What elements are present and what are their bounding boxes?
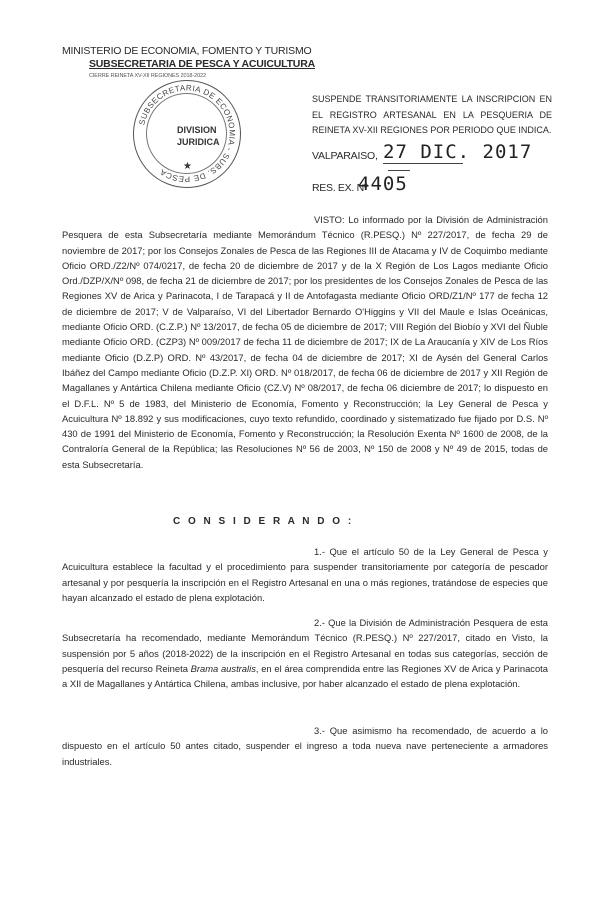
date-dash bbox=[388, 170, 410, 171]
date-underline bbox=[383, 163, 463, 164]
svg-text:SUBSECRETARIA DE ECONOMIA - SU: SUBSECRETARIA DE ECONOMIA - SUBS. DE PESCA bbox=[137, 83, 237, 184]
considerando-paragraph-1: 1.- Que el artículo 50 de la Ley General de Pesca y Acuicultura establece la facultad y el procedimiento para suspender transitoriamente por categoría de pescador artesanal y por pesquería la inscripción en el Registro Artesanal en una o más regiones, tratándose de especies que hayan alcanzado el estado de plena explotación. bbox=[62, 546, 548, 603]
considerando-heading: C O N S I D E R A N D O : bbox=[173, 516, 354, 527]
division-juridica-stamp bbox=[133, 80, 241, 188]
place-label: VALPARAISO, bbox=[312, 150, 378, 162]
visto-paragraph: VISTO: Lo informado por la División de Administración Pesquera de esta Subsecretaría mediante Memorándum Técnico (R.PESQ.) Nº 227/2017, de fecha 29 de noviembre de 2017; por los Consejos Zonales de Pesca de las Regiones III de Atacama y IV de Coquimbo mediante Oficio ORD./Z2/Nº 074/0217, de fecha 20 de diciembre de 2017 y de la X Región de Los Lagos mediante Oficio Ord./DZP/X/Nº 098, de fecha 21 de diciembre de 2017; por los presidentes de los Consejos Zonales de Pesca de las Regiones XV de Arica y Parinacota, I de Tarapacá y II de Antofagasta mediante Oficio ORD/Z1/Nº 177 de fecha 12 de diciembre de 2017; V de Valparaíso, VI del Libertador Bernardo O'Higgins y VII del Maule e Islas Oceánicas, mediante Oficio ORD. (C.Z.P.) Nº 13/2017, de fecha 05 de diciembre de 2017; VIII Región del Biobío y XVI del Ñuble mediante Oficio ORD. (CZP3) Nº 009/2017 de fecha 11 de diciembre de 2017; IX de La Araucanía y XIV de Los Ríos mediante Oficio (D.Z.P) ORD. Nº 43/2017, de fecha 04 de diciembre de 2017; XI de Aysén del General Carlos Ibáñez del Campo mediante Oficio (D.Z.P. XI) ORD. Nº 018/2017, de fecha 06 de diciembre de 2017 y XII Región de Magallanes y Antártica Chilena mediante Oficio (CZ.V) Nº 08/2017, de fecha 06 diciembre de 2017; lo dispuesto en el D.F.L. Nº 5 de 1983, del Ministerio de Economía, Fomento y Reconstrucción; la Ley General de Pesca y Acuicultura Nº 18.892 y sus modificaciones, cuyo texto refundido, coordinado y sistematizado fue fijado por D.S. Nº 430 de 1991 del Ministerio de Economía, Fomento y Reconstrucción; la Resolución Exenta Nº 1600 de 2008, de la Contraloría General de la República; las Resoluciones Nº 56 de 2003, Nº 150 de 2008 y Nº 49 de 2015, todas de esta Subsecretaría. bbox=[62, 214, 548, 470]
stamp-division-text: DIVISION bbox=[177, 125, 217, 135]
resolution-number: 4405 bbox=[358, 173, 408, 195]
stamp-juridica-text: JURIDICA bbox=[177, 137, 220, 147]
paragraph-2-text-start: 2.- Que la División de Administración Pesquera de esta Subsecretaría ha recomendado, mediante Memorándum Técnico (R.PESQ.) Nº 227/2017, citado en Visto, la suspensión por 5 años (2018-2022) de la inscripción en el Registro Artesanal en todas sus categorías, sección de pesquería del recurso Reineta bbox=[62, 617, 548, 674]
considerando-paragraph-2 bbox=[62, 615, 548, 691]
resolution-subject: SUSPENDE TRANSITORIAMENTE LA INSCRIPCION EN EL REGISTRO ARTESANAL EN LA PESQUERIA DE REINETA XV-XII REGIONES POR PERIODO QUE INDICA. bbox=[312, 94, 552, 135]
document-reference: CIERRE REINETA XV-XII REGIONES 2018-2022 bbox=[89, 73, 206, 79]
resolution-date: 27 DIC. 2017 bbox=[383, 141, 533, 163]
considerando-paragraph-3: 3.- Que asimismo ha recomendado, de acuerdo a lo dispuesto en el artículo 50 antes citado, suspender el ingreso a toda nueva nave perteneciente a armadores industriales. bbox=[62, 725, 548, 767]
resolution-number-label: RES. EX. Nº bbox=[312, 182, 368, 194]
ministry-heading: MINISTERIO DE ECONOMIA, FOMENTO Y TURISMO bbox=[62, 45, 312, 57]
species-scientific-name: Brama australis bbox=[190, 662, 256, 674]
stamp-star-icon: ★ bbox=[183, 161, 192, 172]
paragraph-2-text-end: , en el área comprendida entre las Regiones XV de Arica y Parinacota a XII de Magallanes y Antártica Chilena, ambas inclusive, por haber alcanzado el estado de plena explotación. bbox=[62, 662, 548, 690]
subsecretaria-heading: SUBSECRETARIA DE PESCA Y ACUICULTURA bbox=[89, 58, 315, 70]
